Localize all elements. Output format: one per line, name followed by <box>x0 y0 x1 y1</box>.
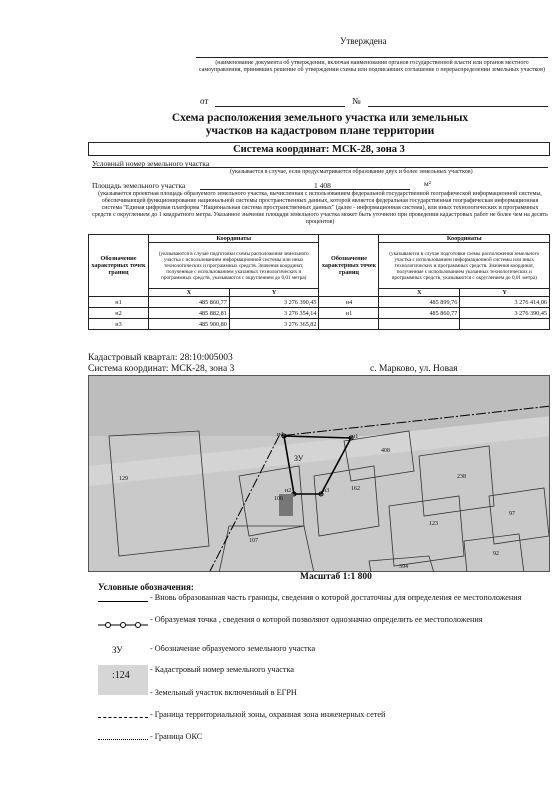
cadastral-map <box>88 375 550 572</box>
legend-item-zone-boundary: - Граница территориальной зоны, охранная зона инженерных сетей <box>150 710 386 719</box>
zu-label: ЗУ <box>294 454 304 463</box>
cell-point: н1 <box>89 297 149 308</box>
cell-x: 485 860,77 <box>149 297 230 308</box>
parcel-label: 394 <box>399 564 408 570</box>
col-x-right: X <box>379 289 460 297</box>
conditional-number-line <box>92 167 548 168</box>
cell-x: 485 900,80 <box>149 319 230 330</box>
conditional-number-note: (указывается в случае, если предусматривается образование двух и более земельных участков) <box>230 169 473 175</box>
cell-y: 3 276 414,06 <box>460 297 550 308</box>
cell-point: н2 <box>89 308 149 319</box>
from-label: от <box>200 96 209 106</box>
legend-item-egrn-parcel: - Земельный участок включенный в ЕГРН <box>150 688 297 697</box>
area-unit: м² <box>424 179 431 188</box>
table-row <box>89 319 550 330</box>
table-row <box>89 308 550 319</box>
num-symbol: :124 <box>112 670 130 681</box>
cell-empty <box>460 319 550 330</box>
map-coord-system: Система координат: МСК-28, зона 3 <box>88 364 235 374</box>
cell-empty <box>379 319 460 330</box>
legend-item-new-point: - Образуемая точка , сведения о которой позволяют однозначно определить ее местоположения <box>150 615 483 624</box>
area-line <box>200 189 410 190</box>
coordinates-table <box>88 234 550 330</box>
doc-note: (наименование документа об утверждении, включая наименования органов государственной власти или органов местного самоуправления, принявших решение об утверждении схемы или подписавших соглашение о перераспределении земельных участков) <box>199 60 545 73</box>
parcel-label: 123 <box>429 521 438 527</box>
zone-boundary-symbol <box>98 717 148 718</box>
parcel-label: 97 <box>509 511 515 517</box>
parcel-129-shape <box>109 431 209 556</box>
zu-symbol: ЗУ <box>112 645 123 655</box>
legend-item-parcel-designation: - Обозначение образуемого земельного участка <box>150 644 316 653</box>
coord-system-header: Система координат: МСК-28, зона 3 <box>88 142 550 156</box>
doc-name-line <box>196 57 548 58</box>
col-coords-right: Координаты <box>379 235 550 243</box>
title-line2: участков на кадастровом плане территории <box>205 125 435 137</box>
conditional-number-label: Условный номер земельного участка <box>92 159 210 168</box>
col-x-left: X <box>149 289 230 297</box>
col-coords-note-right: (указываются в случае подготовки схемы расположения земельного участка с использованием информационной системы или иных технологических и программных средств. Значения координат, полученные с использованием указанных технологических и программных средств, указываются с округлением до 0,01 метра) <box>379 243 550 289</box>
legend-item-cadastral-number: - Кадастровый номер земельного участка <box>150 665 294 674</box>
cell-point: н4 <box>319 297 379 308</box>
cell-point: н1 <box>319 308 379 319</box>
parcel-label: 162 <box>351 486 360 492</box>
parcel-label: 106 <box>274 496 283 502</box>
col-designation-left: Обозначение характерных точек границ <box>89 235 149 297</box>
parcel-238-shape <box>419 446 494 516</box>
new-boundary-symbol <box>98 601 148 602</box>
legend-item-oks-boundary: - Граница ОКС <box>150 732 203 741</box>
legend-item-new-boundary: - Вновь образованная часть границы, сведения о которой достаточны для определения ее местоположения <box>150 593 522 602</box>
point-label: н3 <box>323 488 330 494</box>
cell-y: 3 276 354,14 <box>229 308 319 319</box>
point-label: н2 <box>285 488 292 494</box>
legend-title: Условные обозначения: <box>98 582 194 592</box>
area-note: (указывается проектная площадь образуемого земельного участка, вычисленная с использованием федеральной государственной географической информационной системы, обеспечивающей функционирование национальной системы пространственных данных, которой является федеральная государственная географическая информационная система "Единая цифровая платформа "Национальная система пространственных данных" (далее - информационная система), или иных технологических и программных средств с округлением до 1 квадратного метра. Указанное значение площади земельного участка может быть уточнено при проведении кадастровых работ не более чем на десять процентов) <box>92 191 548 225</box>
col-y-left: Y <box>229 289 319 297</box>
map-scale: Масштаб 1:1 800 <box>300 572 372 582</box>
oks-boundary-symbol <box>98 739 148 740</box>
col-coords-note-left: (указываются в случае подготовки схемы расположения земельного участка с использованием информационной системы или иных технологических и программных средств. Значения координат, полученные с использованием указанных технологических и программных средств, указываются с округлением до 0,01 метра) <box>149 243 319 289</box>
parcel-label: 129 <box>119 476 128 482</box>
cell-point: н3 <box>89 319 149 330</box>
cadastral-quarter: Кадастровый квартал: 28:10:005003 <box>88 353 233 363</box>
parcel-123-shape <box>389 496 464 566</box>
point-label: н4 <box>277 432 284 438</box>
parcel-106-shape <box>239 466 304 536</box>
cell-x: 485 899,76 <box>379 297 460 308</box>
col-coords-left: Координаты <box>149 235 319 243</box>
parcel-label: 92 <box>493 551 499 557</box>
col-y-right: Y <box>460 289 550 297</box>
approved-label: Утверждена <box>340 36 387 46</box>
area-label: Площадь земельного участка <box>92 181 186 190</box>
col-designation-right: Обозначение характерных точек границ <box>319 235 379 297</box>
cell-x: 485 882,81 <box>149 308 230 319</box>
cell-empty <box>319 319 379 330</box>
point-label: н1 <box>352 434 359 440</box>
cell-y: 3 276 390,45 <box>229 297 319 308</box>
new-point-symbol <box>98 617 148 627</box>
cell-x: 485 860,77 <box>379 308 460 319</box>
table-row <box>89 297 550 308</box>
cell-y: 3 276 365,82 <box>229 319 319 330</box>
map-svg <box>89 376 550 572</box>
parcel-label: 107 <box>249 538 258 544</box>
parcel-162-shape <box>314 466 379 536</box>
new-point-symbol-svg <box>98 620 148 630</box>
parcel-label: 408 <box>381 448 390 454</box>
cell-y: 3 276 390,45 <box>460 308 550 319</box>
number-label: № <box>352 96 361 106</box>
parcel-label: 238 <box>457 474 466 480</box>
number-line <box>368 106 548 107</box>
place-name: с. Марково, ул. Новая <box>370 364 458 374</box>
date-line <box>215 106 345 107</box>
title-line1: Схема расположения земельного участка или земельных <box>171 112 469 124</box>
area-value: 1 408 <box>314 181 331 190</box>
